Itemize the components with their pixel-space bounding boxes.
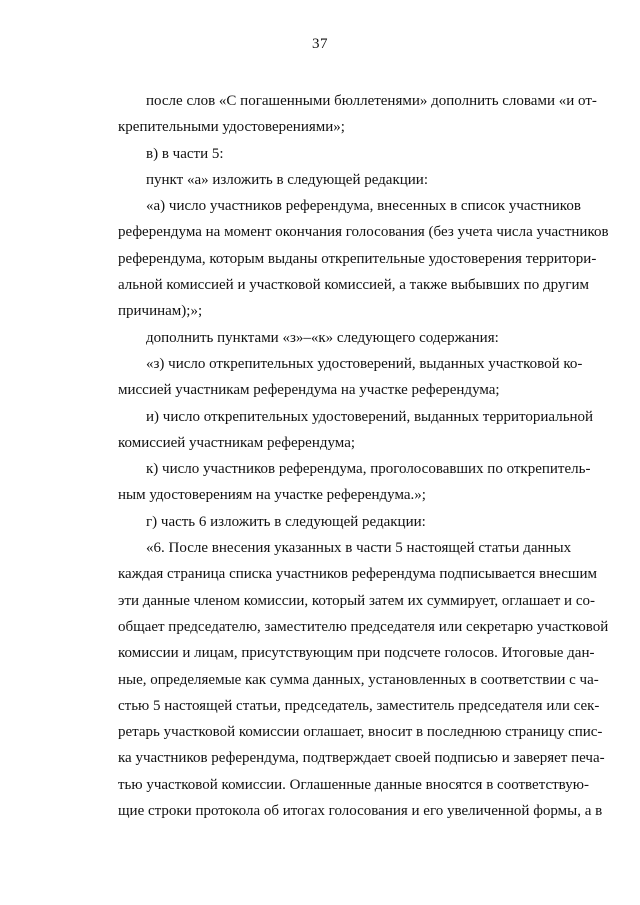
document-body — [118, 88, 609, 824]
text-line: стью 5 настоящей статьи, председатель, заместитель председателя или сек- — [118, 697, 600, 714]
text-line: дополнить пунктами «з»–«к» следующего содержания: — [146, 329, 499, 346]
page-number: 37 — [312, 36, 328, 52]
text-line: миссией участникам референдума на участке референдума; — [118, 382, 500, 399]
text-line: тью участковой комиссии. Оглашенные данные вносятся в соответствую- — [118, 776, 589, 793]
text-line: комиссией участникам референдума; — [118, 434, 356, 451]
text-line: эти данные членом комиссии, который затем их суммирует, оглашает и со- — [118, 592, 595, 609]
text-line: общает председателю, заместителю председателя или секретарю участковой — [118, 618, 609, 635]
text-line: после слов «С погашенными бюллетенями» дополнить словами «и от- — [146, 93, 597, 109]
text-line: в) в части 5: — [146, 145, 224, 162]
text-line: «а) число участников референдума, внесенных в список участников — [146, 198, 581, 215]
text-line: и) число открепительных удостоверений, выданных территориальной — [146, 408, 594, 425]
text-line: «з) число открепительных удостоверений, выданных участковой ко- — [146, 355, 583, 372]
text-line: причинам);»; — [118, 303, 203, 320]
text-line: «6. После внесения указанных в части 5 настоящей статьи данных — [146, 540, 572, 557]
text-line: ным удостоверениям на участке референдума.»; — [118, 487, 426, 504]
text-line: крепительными удостоверениями»; — [118, 119, 345, 136]
text-line: референдума на момент окончания голосования (без учета числа участников — [118, 224, 609, 241]
text-line: ные, определяемые как сумма данных, установленных в соответствии с ча- — [118, 671, 599, 688]
text-line: щие строки протокола об итогах голосования и его увеличенной формы, а в — [118, 803, 603, 820]
text-line: комиссии и лицам, присутствующим при подсчете голосов. Итоговые дан- — [118, 645, 595, 662]
text-line: г) часть 6 изложить в следующей редакции: — [146, 513, 426, 530]
text-line: референдума, которым выданы открепительные удостоверения территори- — [118, 250, 597, 267]
text-line: альной комиссией и участковой комиссией, а также выбывших по другим — [118, 277, 590, 294]
text-line: пункт «а» изложить в следующей редакции: — [146, 171, 429, 188]
text-line: ка участников референдума, подтверждает своей подписью и заверяет печа- — [118, 750, 605, 767]
text-line: каждая страница списка участников референдума подписывается внесшим — [118, 566, 597, 583]
text-line: к) число участников референдума, проголосовавших по открепитель- — [146, 461, 591, 478]
text-line: ретарь участковой комиссии оглашает, вносит в последнюю страницу спис- — [118, 724, 603, 741]
